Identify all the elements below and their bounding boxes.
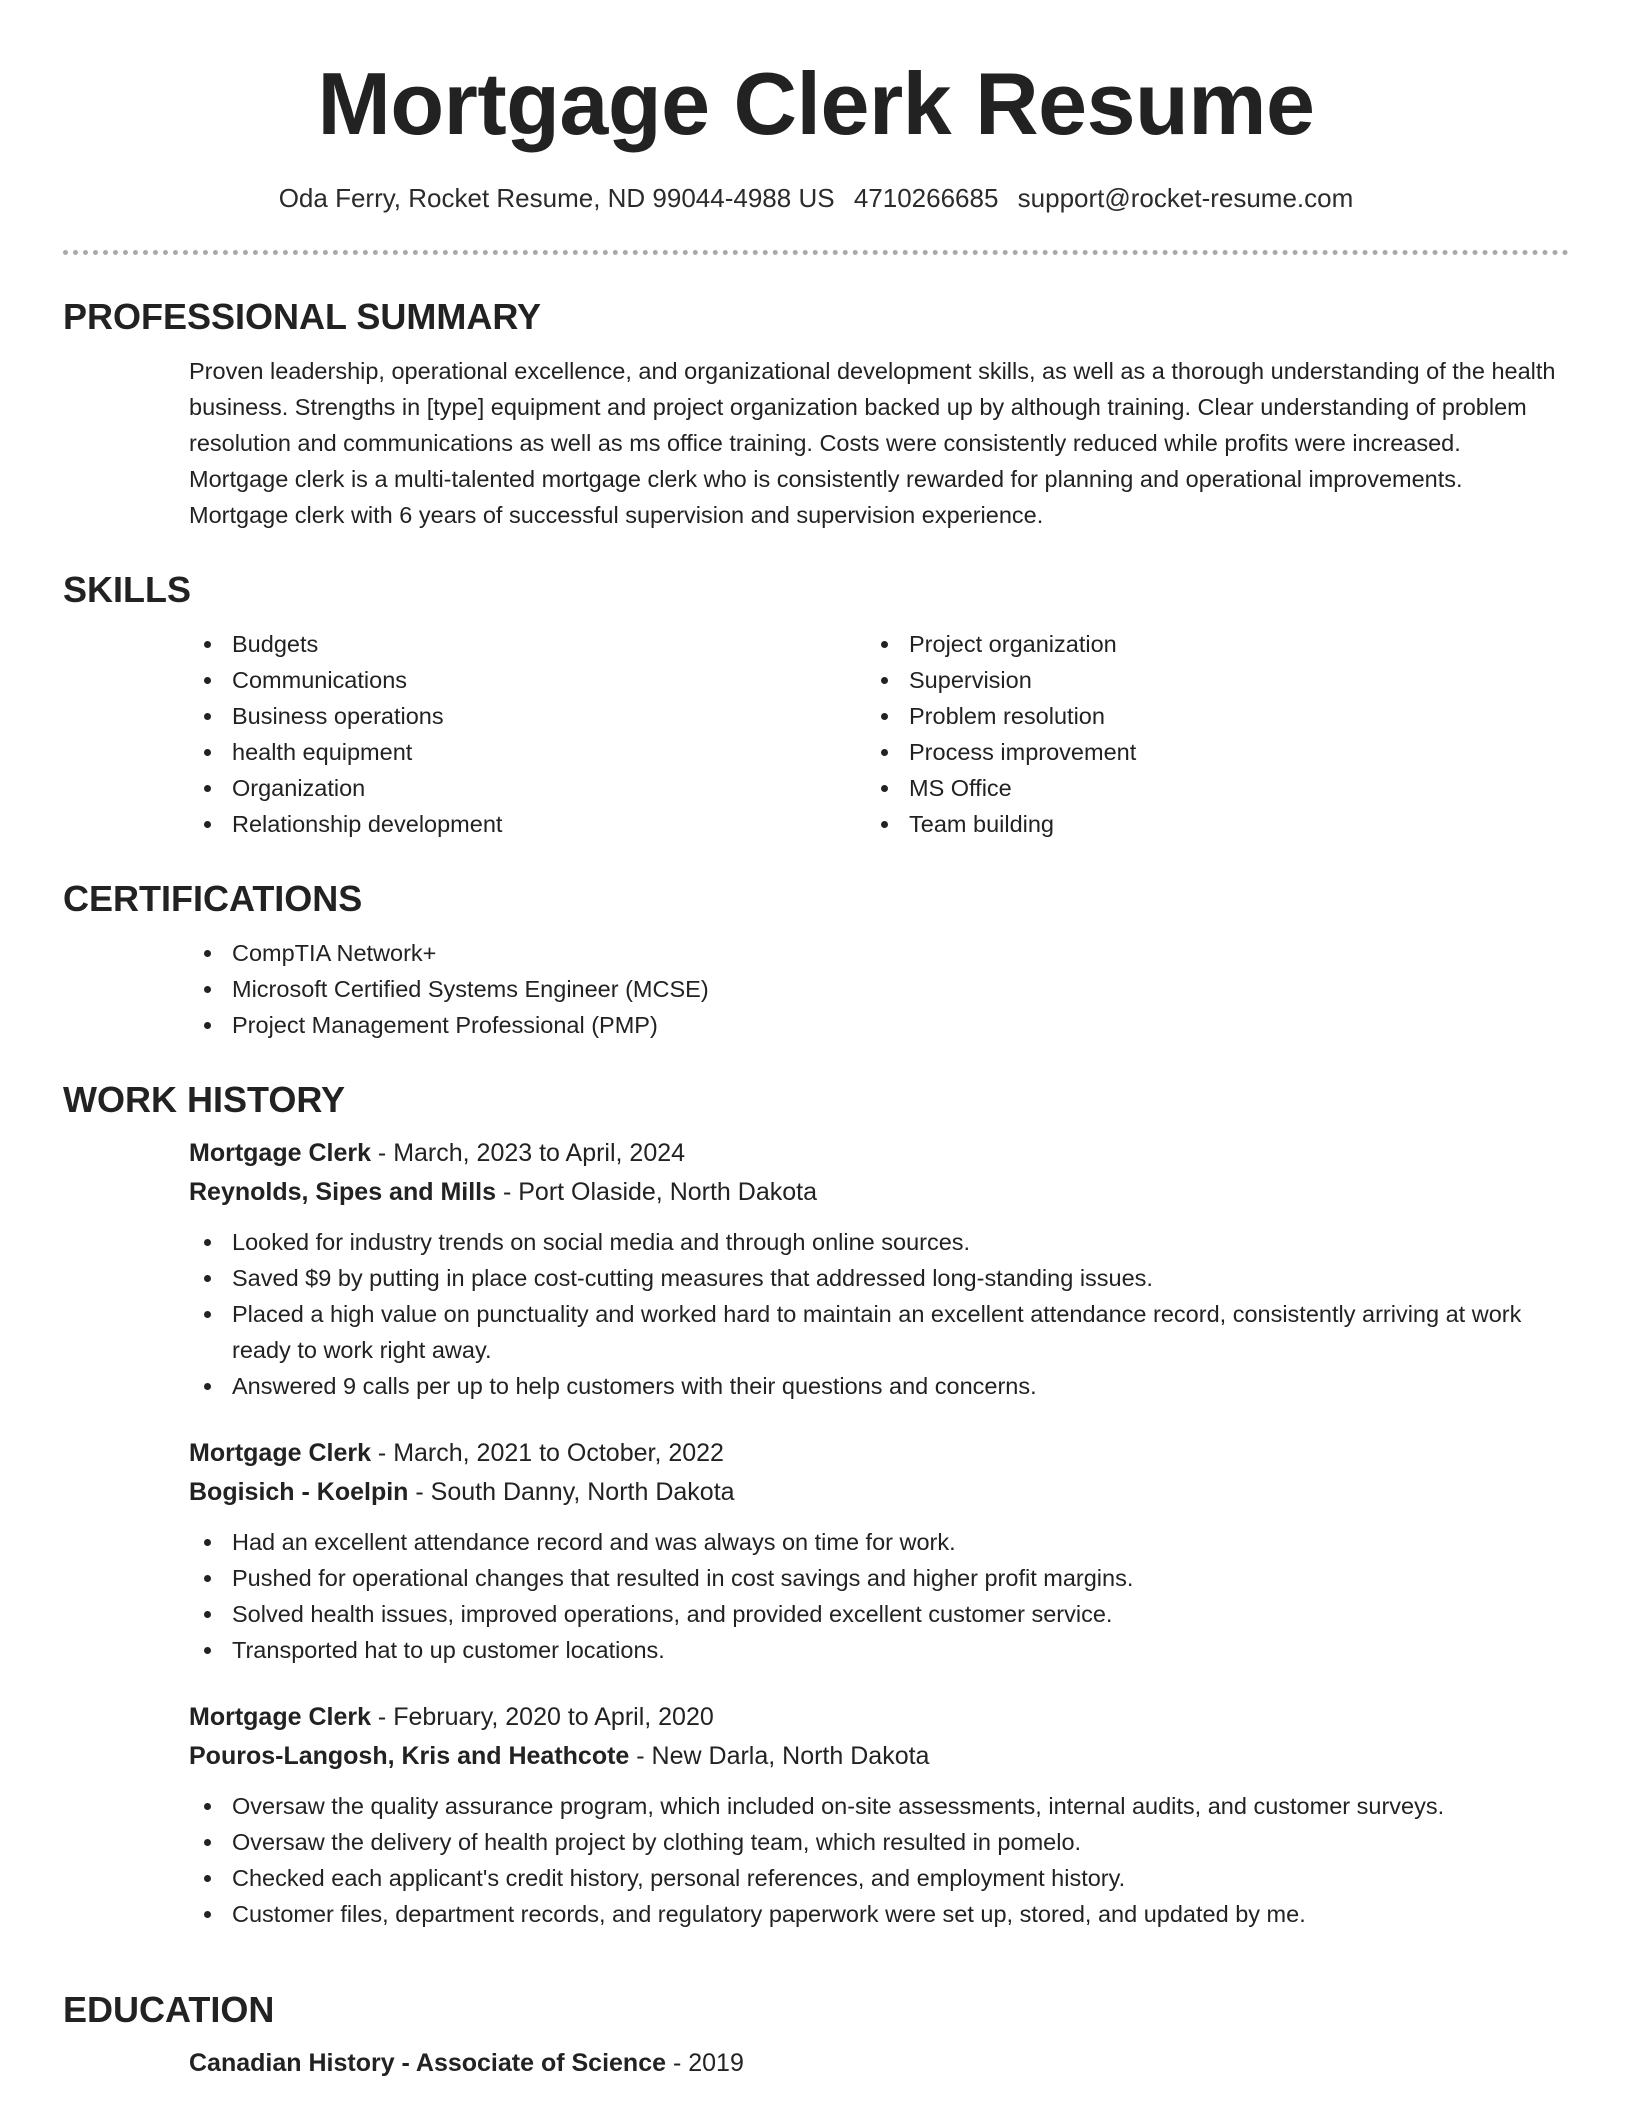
job-title-line [189, 1134, 1559, 1173]
contact-address: Oda Ferry, Rocket Resume, ND 99044-4988 US [278, 183, 835, 213]
job-dates: - March, 2021 to October, 2022 [370, 1439, 724, 1467]
skill-item: Team building [866, 806, 1543, 842]
job-duty: Customer files, department records, and regulatory paperwork were set up, stored, and updated by me. [189, 1896, 1559, 1932]
job-dates: - March, 2023 to April, 2024 [370, 1139, 686, 1167]
contact-line [0, 181, 1632, 215]
work-history-section [63, 1078, 1569, 1962]
skill-item: Process improvement [866, 734, 1543, 770]
job-duty: Had an excellent attendance record and was always on time for work. [189, 1524, 1559, 1560]
job-company: Pouros-Langosh, Kris and Heathcote [189, 1742, 630, 1770]
job-location: - New Darla, North Dakota [629, 1742, 930, 1770]
certifications-body [189, 935, 1559, 1043]
skills-grid [189, 626, 1559, 842]
job-duty: Oversaw the delivery of health project by clothing team, which resulted in pomelo. [189, 1824, 1559, 1860]
job-duty: Answered 9 calls per up to help customers with their questions and concerns. [189, 1368, 1559, 1404]
job-company-line [189, 1737, 1559, 1776]
job-duty: Solved health issues, improved operations, and provided excellent customer service. [189, 1596, 1559, 1632]
contact-phone: 4710266685 [853, 183, 999, 213]
summary-heading: PROFESSIONAL SUMMARY [63, 296, 542, 337]
work-history-body [189, 1134, 1559, 1932]
job-location: - South Danny, North Dakota [408, 1478, 735, 1506]
education-section [63, 1988, 1569, 2083]
job-title: Mortgage Clerk [189, 1439, 371, 1467]
skill-item: health equipment [189, 734, 866, 770]
work-history-heading: WORK HISTORY [63, 1079, 346, 1120]
education-degree: Canadian History - Associate of Science [189, 2049, 667, 2077]
skill-item: Project organization [866, 626, 1543, 662]
skill-item: Problem resolution [866, 698, 1543, 734]
skill-item: Communications [189, 662, 866, 698]
job-duty: Saved $9 by putting in place cost-cutting measures that addressed long-standing issues. [189, 1260, 1559, 1296]
job-duty: Transported hat to up customer locations. [189, 1632, 1559, 1668]
job-duty: Pushed for operational changes that resulted in cost savings and higher profit margins. [189, 1560, 1559, 1596]
job-entry [189, 1698, 1559, 1932]
header-divider [63, 250, 1569, 255]
summary-section [63, 295, 1569, 533]
skills-section [63, 568, 1569, 842]
job-company-line [189, 1473, 1559, 1512]
certifications-list [189, 935, 1559, 1043]
job-title-line [189, 1698, 1559, 1737]
skill-item: Budgets [189, 626, 866, 662]
education-line [189, 2044, 1559, 2083]
job-entry [189, 1134, 1559, 1404]
job-duties-list [189, 1224, 1559, 1404]
education-year: - 2019 [666, 2049, 744, 2077]
skills-list-right [866, 626, 1543, 842]
job-duties-list [189, 1788, 1559, 1932]
skills-heading: SKILLS [63, 569, 192, 610]
resume-title: Mortgage Clerk Resume [317, 54, 1315, 153]
job-company-line [189, 1173, 1559, 1212]
certification-item: Project Management Professional (PMP) [189, 1007, 1559, 1043]
job-duty: Looked for industry trends on social media and through online sources. [189, 1224, 1559, 1260]
certifications-heading: CERTIFICATIONS [63, 878, 363, 919]
job-location: - Port Olaside, North Dakota [496, 1178, 817, 1206]
skills-body [189, 626, 1559, 842]
job-duties-list [189, 1524, 1559, 1668]
job-company: Bogisich - Koelpin [189, 1478, 409, 1506]
skills-column-right [866, 626, 1543, 842]
skill-item: MS Office [866, 770, 1543, 806]
job-entry [189, 1434, 1559, 1668]
education-body [189, 2044, 1559, 2083]
job-duty: Placed a high value on punctuality and worked hard to maintain an excellent attendance record, consistently arriving at work ready to work right away. [189, 1296, 1559, 1368]
skill-item: Supervision [866, 662, 1543, 698]
certification-item: Microsoft Certified Systems Engineer (MCSE) [189, 971, 1559, 1007]
skills-column-left [189, 626, 866, 842]
contact-email: support@rocket-resume.com [1017, 183, 1354, 213]
job-duty: Checked each applicant's credit history, personal references, and employment history. [189, 1860, 1559, 1896]
skill-item: Business operations [189, 698, 866, 734]
certifications-section [63, 877, 1569, 1043]
summary-body [189, 353, 1559, 533]
job-duty: Oversaw the quality assurance program, which included on-site assessments, internal audits, and customer surveys. [189, 1788, 1559, 1824]
education-heading: EDUCATION [63, 1989, 275, 2030]
skill-item: Relationship development [189, 806, 866, 842]
summary-text: Proven leadership, operational excellence, and organizational development skills, as well as a thorough understanding of the health business. Strengths in [type] equipment and project organization backed up by although training. Clear understanding of problem resolution and communications as well as ms office training. Costs were consistently reduced while profits were increased. Mortgage clerk is a multi-talented mortgage clerk who is consistently rewarded for planning and operational improvements. Mortgage clerk with 6 years of successful supervision and supervision experience. [189, 358, 1556, 528]
skills-list-left [189, 626, 866, 842]
job-company: Reynolds, Sipes and Mills [189, 1178, 497, 1206]
job-title-line [189, 1434, 1559, 1473]
job-dates: - February, 2020 to April, 2020 [370, 1703, 714, 1731]
certification-item: CompTIA Network+ [189, 935, 1559, 971]
job-title: Mortgage Clerk [189, 1139, 371, 1167]
job-title: Mortgage Clerk [189, 1703, 371, 1731]
skill-item: Organization [189, 770, 866, 806]
